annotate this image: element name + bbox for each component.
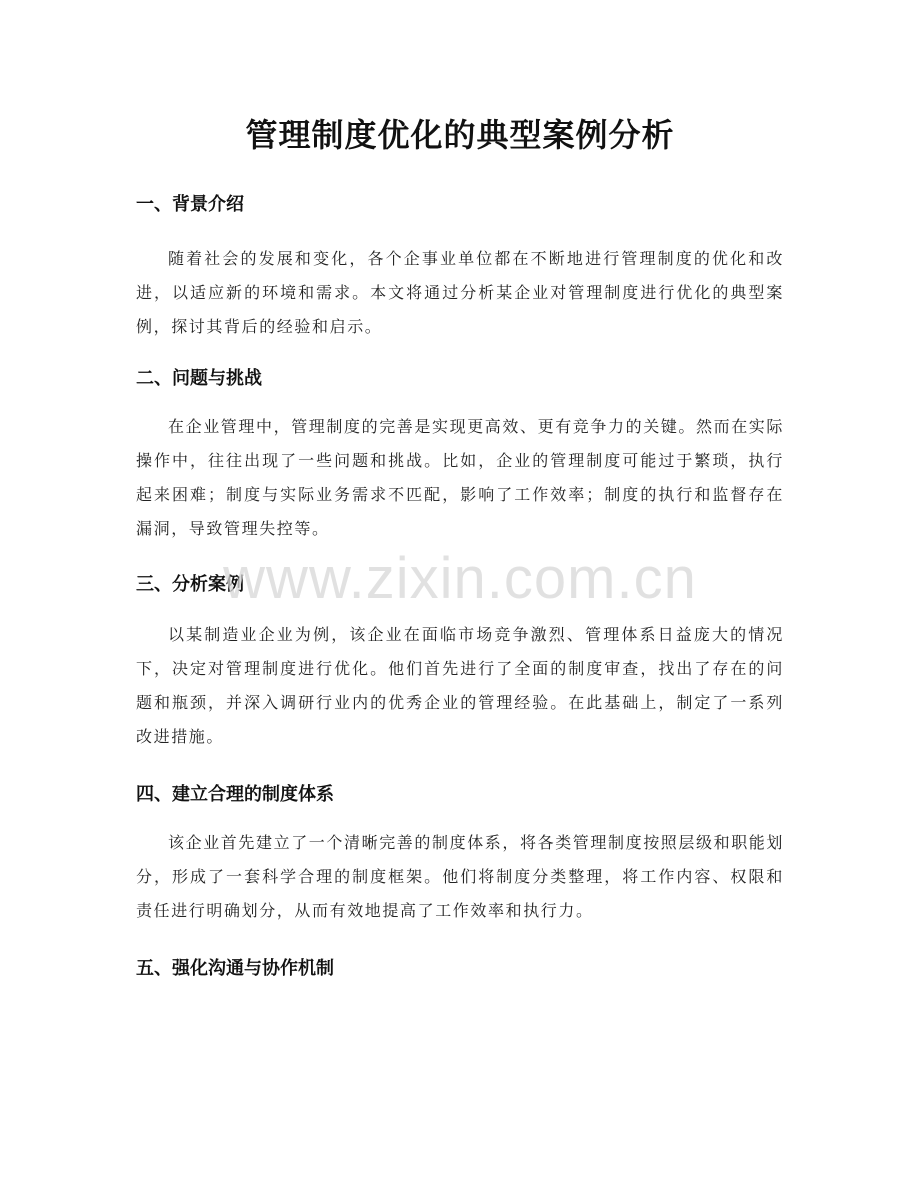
section-paragraph-problems: 在企业管理中，管理制度的完善是实现更高效、更有竞争力的关键。然而在实际操作中，往往出现了一些问题和挑战。比如，企业的管理制度可能过于繁琐，执行起来困难；制度与实际业务需求不匹配，影响了工作效率；制度的执行和监督存在漏洞，导致管理失控等。 bbox=[136, 417, 785, 538]
section-paragraph-system: 该企业首先建立了一个清晰完善的制度体系，将各类管理制度按照层级和职能划分，形成了一套科学合理的制度框架。他们将制度分类整理，将工作内容、权限和责任进行明确划分，从而有效地提高了工作效率和执行力。 bbox=[136, 833, 785, 920]
section-paragraph-case: 以某制造业企业为例，该企业在面临市场竞争激烈、管理体系日益庞大的情况下，决定对管理制度进行优化。他们首先进行了全面的制度审查，找出了存在的问题和瓶颈，并深入调研行业内的优秀企业的管理经验。在此基础上，制定了一系列改进措施。 bbox=[136, 625, 784, 746]
section-heading-problems: 二、问题与挑战 bbox=[136, 368, 262, 389]
section-heading-communication: 五、强化沟通与协作机制 bbox=[136, 958, 334, 979]
section-paragraph-background: 随着社会的发展和变化，各个企事业单位都在不断地进行管理制度的优化和改进，以适应新的环境和需求。本文将通过分析某企业对管理制度进行优化的典型案例，探讨其背后的经验和启示。 bbox=[136, 249, 784, 336]
document-title: 管理制度优化的典型案例分析 bbox=[245, 116, 675, 154]
section-heading-case: 三、分析案例 bbox=[136, 574, 244, 595]
section-heading-system: 四、建立合理的制度体系 bbox=[136, 784, 334, 805]
section-heading-background: 一、背景介绍 bbox=[136, 194, 244, 215]
watermark-text: www.zixin.com.cn bbox=[223, 546, 697, 611]
